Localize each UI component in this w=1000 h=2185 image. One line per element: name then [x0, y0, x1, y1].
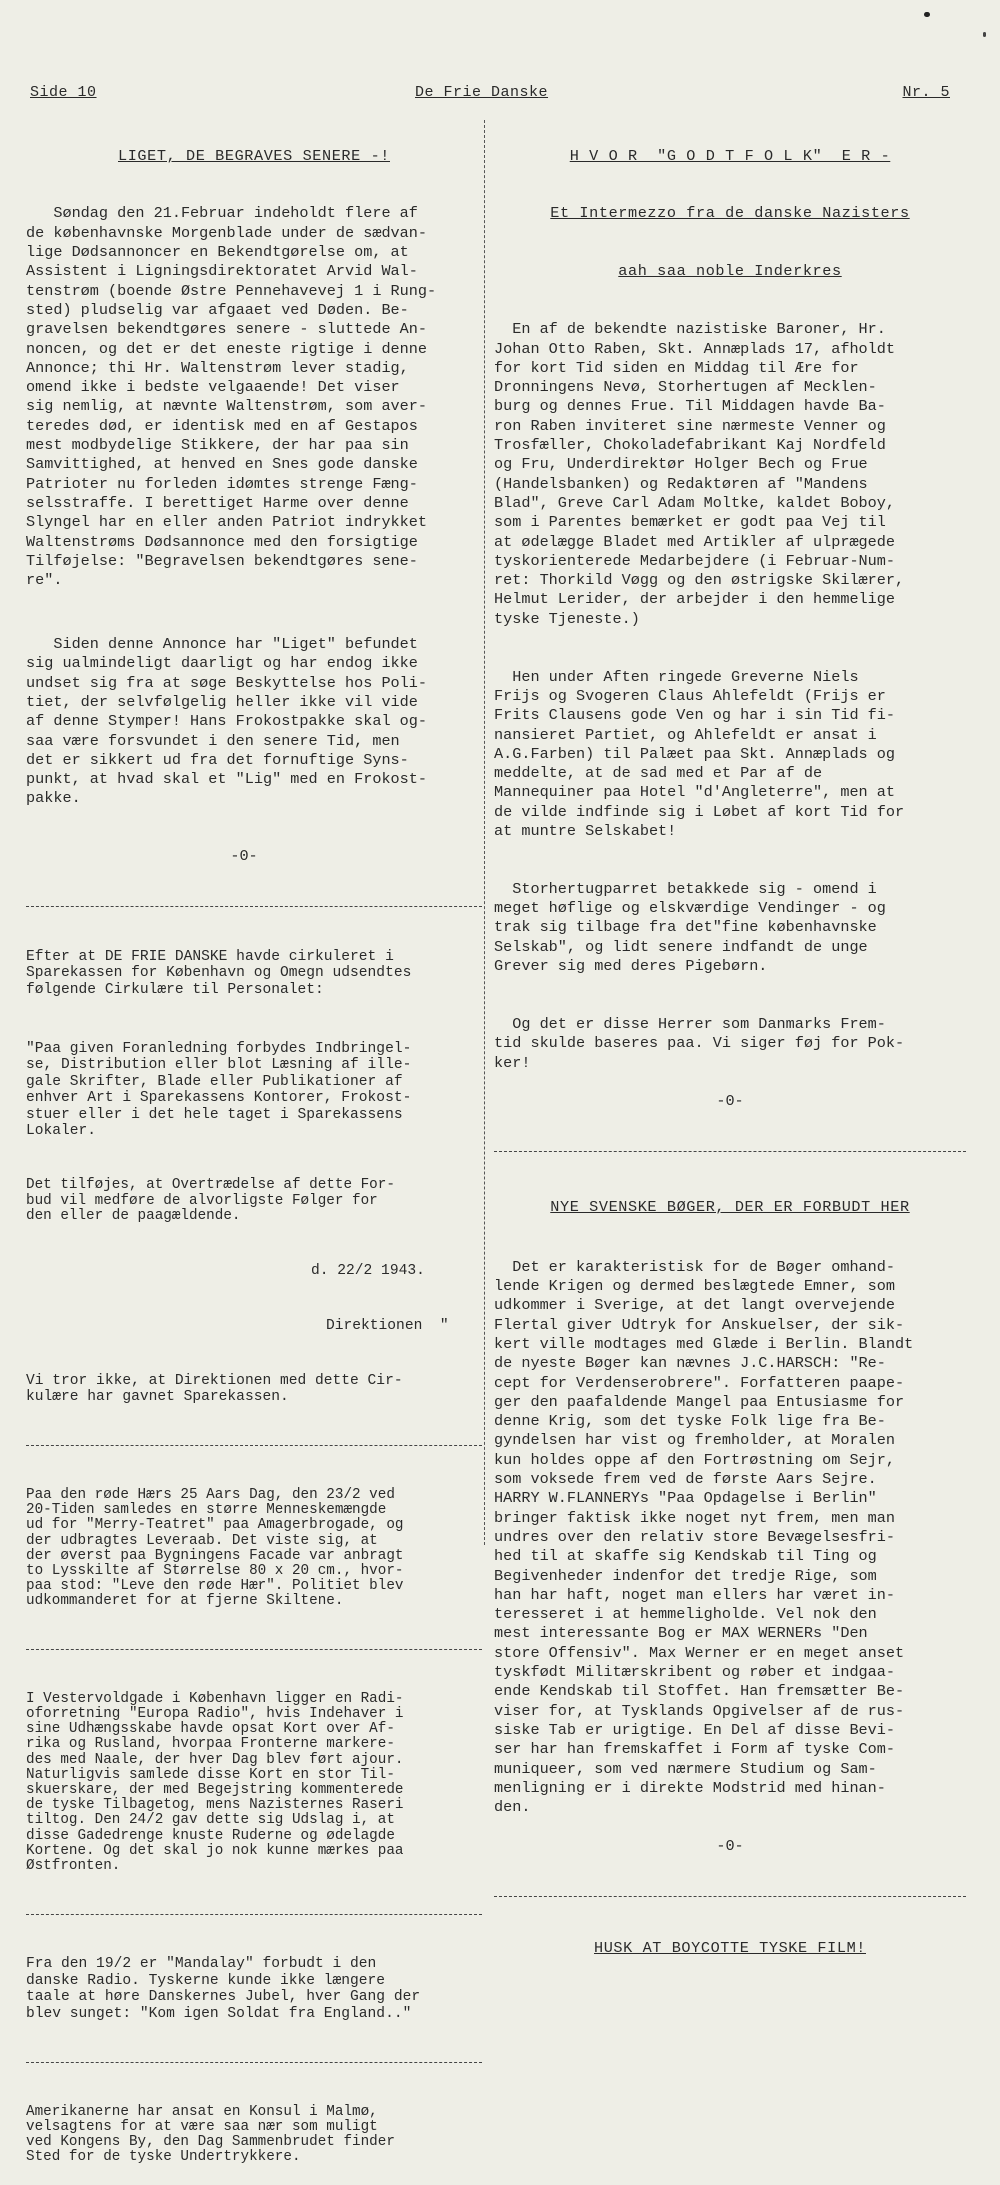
divider [494, 1896, 966, 1897]
article-paragraph: Paa den røde Hærs 25 Aars Dag, den 23/2 ved 20-Tiden samledes en større Menneskemængde ud for "Merry-Teatret" paa Amagerbrogade, og der udbragtes Leveraab. Det viste sig, at der øverst paa Bygningens Facade var anbragt to Lysskilte af Størrelse 80 x 20 cm., hvor- paa stod: "Leve den røde Hær". Politiet blev udkommanderet for at fjerne Skiltene. [26, 1487, 404, 1610]
separator-mark: -0- [716, 1092, 744, 1111]
divider [494, 1151, 966, 1152]
article-paragraph: Fra den 19/2 er "Mandalay" forbudt i den danske Radio. Tyskerne kunde ikke længere taale at høre Danskernes Jubel, hver Gang der blev sunget: "Kom igen Soldat fra England.." [26, 1956, 421, 2022]
article-paragraph: Søndag den 21.Februar indeholdt flere af de københavnske Morgenblade under de sædvan- lige Dødsannoncer en Bekendtgørelse om, at Assistent i Ligningsdirektoratet Arvid Wal- tenstrøm (boende Østre Pennehavevej 1 i Rung- sted) pludselig var afgaaet ved Døden. Be- gravelsen bekendtgøres senere - sluttede An- noncen, og det er det eneste rigtige i denne Annonce; thi Hr. Waltenstrøm lever stadig, omend ikke i bedste velgaaende! Det viser sig nemlig, at nævnte Waltenstrøm, som aver- teredes død, er identisk med en af Gestapos mest modbydelige Stikkere, der har paa sin Samvittighed, at henved en Snes gode danske Patrioter nu forleden idømtes strenge Fæng- selsstraffe. I berettiget Harme over denne Slyngel har en eller anden Patriot indrykket Waltenstrøms Dødsannonce med den forsigtige Tilføjelse: "Begravelsen bekendtgøres sene- re". [26, 204, 437, 590]
separator-mark: -0- [230, 847, 258, 866]
divider [26, 2062, 482, 2063]
page-header [30, 84, 950, 106]
divider [26, 906, 482, 907]
circular-text: "Paa given Foranledning forbydes Indbringel- se, Distribution eller blot Læsning af ille- gale Skrifter, Blade eller Publikationer af enhver Art i Sparekassens Kontorer, Frokost- stuer eller i det hele taget i Sparekassens Lokaler. [26, 1040, 412, 1140]
right-column [494, 108, 966, 1977]
divider [26, 1445, 482, 1446]
article-title: NYE SVENSKE BØGER, DER ER FORBUDT HER [550, 1197, 910, 1216]
page-number: Side 10 [30, 84, 97, 101]
article-paragraph: Storhertugparret betakkede sig - omend i meget høflige og elskværdige Vendinger - og trak sig tilbage fra det"fine københavnske Selskab", og lidt senere indfandt de unge Grever sig med deres Pigebørn. [494, 879, 886, 976]
article-title: H V O R "G O D T F O L K" E R - [569, 146, 891, 165]
article-paragraph: En af de bekendte nazistiske Baroner, Hr. Johan Otto Raben, Skt. Annæplads 17, afholdt for kort Tid siden en Middag til Ære for Dronningens Nevø, Storhertugen af Mecklen- burg og dennes Frue. Til Middagen havde Ba- ron Raben inviteret sine nærmeste Venner og Trosfæller, Chokoladefabrikant Kaj Nordfeld og Fru, Underdirektør Holger Bech og Frue (Handelsbanken) og Redaktøren af "Mandens Blad", Greve Carl Adam Moltke, kaldet Boboy, som i Parentes bemærket er godt paa Vej til at ødelægge Bladet med Artikler af ulprægede tyskorienterede Medarbejdere (i Februar-Num- ret: Thorkild Vøgg og den østrigske Skilærer, Helmut Lerider, der arbejder i den hemmelige tyske Tjeneste.) [494, 320, 905, 628]
newspaper-title: De Frie Danske [415, 84, 549, 101]
circular-signature: Direktionen " [326, 1317, 449, 1334]
article-paragraph: Og det er disse Herrer som Danmarks Frem- tid skulde baseres paa. Vi siger føj for Pok- ker! [494, 1014, 905, 1072]
divider [26, 1914, 482, 1915]
article-paragraph: Amerikanerne har ansat en Konsul i Malmø, velsagtens for at være saa nær som muligt ved Kongens By, den Dag Sammenbrudet finder Sted for de tyske Undertrykkere. [26, 2103, 395, 2166]
footer-slogan: HUSK AT BOYCOTTE TYSKE FILM! [594, 1938, 866, 1957]
issue-number: Nr. 5 [902, 84, 950, 101]
article-paragraph: Siden denne Annonce har "Liget" befundet sig ualmindeligt daarligt og har endog ikke undset sig fra at søge Beskyttelse hos Poli- tiet, der selvfølgelig heller ikke vil vide af denne Stymper! Hans Frokostpakke skal og- saa være forsvundet i den senere Tid, men det er sikkert ud fra det fornuftige Syns- punkt, at hvad skal et "Lig" med en Frokost- pakke. [26, 635, 428, 808]
article-title: LIGET, DE BEGRAVES SENERE -! [118, 146, 390, 165]
ink-speck [924, 12, 930, 17]
article-subtitle: aah saa noble Inderkres [618, 262, 842, 281]
left-column [26, 108, 482, 2185]
column-divider [484, 120, 485, 1545]
article-paragraph: Vi tror ikke, at Direktionen med dette Cir- kulære har gavnet Sparekassen. [26, 1372, 403, 1406]
article-paragraph: Det er karakteristisk for de Bøger omhand- lende Krigen og dermed beslægtede Emner, som udkommer i Sverige, at det langt overvejende Flertal giver Udtryk for Anskuelser, der sik- kert ville modtages med Glæde i Berlin. Blandt de nyeste Bøger kan nævnes J.C.HARSCH: "Re- cept for Verdenserobrere". Forfatteren paape- ger den paafaldende Mangel paa Entusiasme for denne Krig, som det tyske Folk lige fra Be- gyndelsen har vist og fremholder, at Moralen kun holdes oppe af den Fortrøstning om Sejr, som voksede frem ved de første Aars Sejre. HARRY W.FLANNERYs "Paa Opdagelse i Berlin" bringer faktisk ikke noget nyt frem, men man undres over den relativ store Bevægelsesfri- hed til at skaffe sig Kendskab til Ting og Begivenheder indenfor det tredje Rige, som han har haft, noget man ellers har været in- teresseret i at hemmeligholde. Vel nok den mest interessante Bog er MAX WERNERs "Den store Offensiv". Max Werner er en meget anset tyskfødt Militærskribent og røber et indgaa- ende Kendskab til Stoffet. Han fremsætter Be- viser for, at Tysklands Opgivelser af de rus- siske Tab er urigtige. En Del af disse Bevi- ser har han fremskaffet i Form af tyske Com- muniqueer, som ved nærmere Studium og Sam- menligning er i direkte Modstrid med hinan- den. [494, 1257, 914, 1817]
circular-text: Det tilføjes, at Overtrædelse af dette For- bud vil medføre de alvorligste Følger for den eller de paagældende. [26, 1177, 395, 1224]
circular-date: d. 22/2 1943. [311, 1262, 425, 1279]
article-paragraph: I Vestervoldgade i København ligger en Radi- oforretning "Europa Radio", hvis Indehaver i sine Udhængsskabe havde opsat Kort over Af- rika og Rusland, hvorpaa Fronterne markere- des med Naale, der hver Dag blev ført ajour. Naturligvis samlede disse Kort en stor Til- skuerskare, der med Begejstring kommenterede de tyske Tilbagetog, mens Nazisternes Raseri tiltog. Den 24/2 gav dette sig Udslag i, at disse Gadedrenge knuste Ruderne og ødelagde Kortene. Og det skal jo nok kunne mærkes paa Østfronten. [26, 1690, 404, 1875]
article-paragraph: Hen under Aften ringede Greverne Niels Frijs og Svogeren Claus Ahlefeldt (Frijs er Frits Clausens gode Ven og har i sin Tid fi- nansieret Partiet, og Ahlefeldt er ansat i A.G.Farben) til Palæet paa Skt. Annæplads og meddelte, at de sad med et Par af de Mannequiner paa Hotel "d'Angleterre", men at de vilde indfinde sig i Løbet af kort Tid for at muntre Selskabet! [494, 667, 905, 840]
separator-mark: -0- [716, 1837, 744, 1856]
ink-speck [983, 32, 986, 37]
article-paragraph: Efter at DE FRIE DANSKE havde cirkuleret i Sparekassen for København og Omegn udsendtes følgende Cirkulære til Personalet: [26, 948, 412, 998]
article-subtitle: Et Intermezzo fra de danske Nazisters [550, 204, 910, 223]
divider [26, 1649, 482, 1650]
